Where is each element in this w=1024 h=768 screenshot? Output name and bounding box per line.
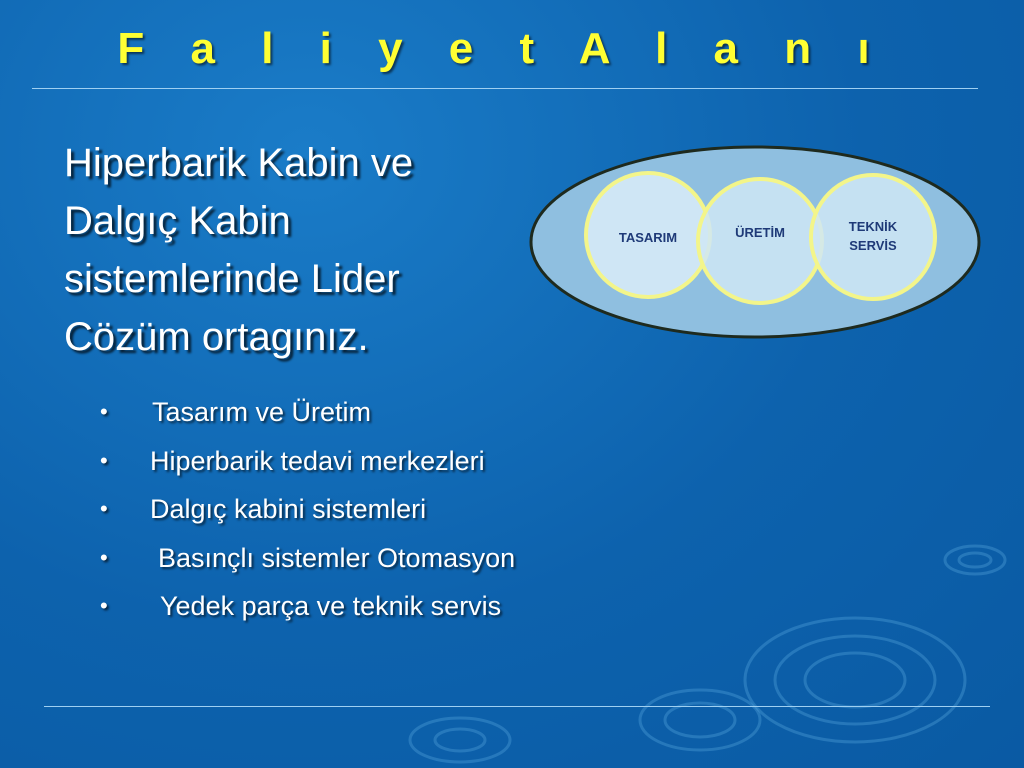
circle-label-teknik: TEKNİK — [848, 219, 898, 234]
bullet-text: Basınçlı sistemler Otomasyon — [158, 542, 516, 573]
circle-label-servis: SERVİS — [849, 238, 897, 253]
circle-label-tasarim: TASARIM — [618, 230, 678, 245]
bullet-glyph: • — [100, 399, 108, 424]
slide-title: F a l i y e t A l a n ı — [117, 24, 887, 73]
bullet-text: Tasarım ve Üretim — [152, 397, 372, 427]
bullet-glyph: • — [100, 593, 108, 618]
headline-text: Hiperbarik Kabin ve Dalgıç Kabin sistemlerinde Lider Cözüm ortagınız. — [64, 141, 414, 359]
bullet-glyph: • — [100, 496, 108, 521]
bullet-text: Yedek parça ve teknik servis — [160, 591, 502, 621]
top-divider — [32, 88, 978, 89]
bullet-text: Hiperbarik tedavi merkezleri — [150, 445, 485, 476]
circle-teknik-servis — [811, 175, 935, 299]
bullet-text: Dalgıç kabini sistemleri — [150, 494, 427, 524]
bullet-glyph: • — [100, 447, 108, 473]
venn-diagram — [528, 142, 984, 342]
bullet-glyph: • — [100, 544, 108, 570]
circle-label-uretim: ÜRETİM — [735, 225, 785, 240]
circle-uretim — [698, 179, 822, 303]
bottom-divider — [44, 706, 990, 707]
